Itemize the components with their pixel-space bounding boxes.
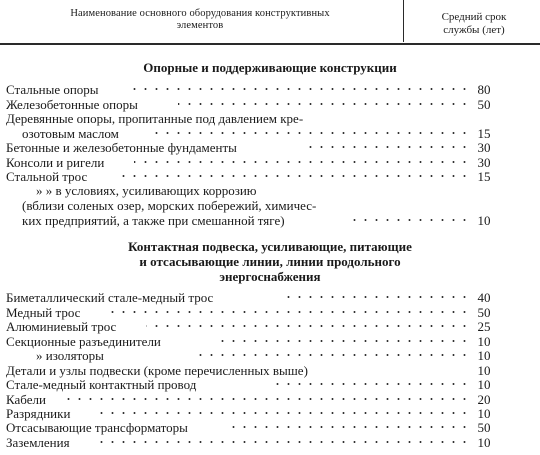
- dot-leader: [126, 88, 470, 90]
- table-row: [6, 111, 540, 141]
- table-row: [6, 140, 540, 155]
- row-value: 10: [477, 435, 491, 450]
- table-row: [6, 290, 540, 305]
- row-value: 30: [477, 140, 491, 155]
- table-row: [6, 169, 540, 184]
- header-divider: [403, 0, 404, 42]
- row-value: 10: [477, 406, 491, 421]
- table-row: [6, 155, 540, 170]
- row-label-line2: (вблизи соленых озер, морских побережий, химичес-: [22, 198, 317, 213]
- row-value: 50: [477, 305, 491, 320]
- row-label-line3: ких предприятий, а также при смешанной тяге): [22, 213, 285, 228]
- row-label: Кабели: [6, 392, 46, 407]
- row-value: 50: [477, 420, 491, 435]
- table-row: [6, 82, 540, 97]
- column-header-service-life: [408, 11, 540, 37]
- row-label: Стальной трос: [6, 169, 88, 184]
- row-label-line2: озотовым маслом: [22, 126, 119, 141]
- section-title-catenary: [0, 239, 540, 284]
- row-label: Секционные разъединители: [6, 334, 161, 349]
- dot-leader: [216, 340, 470, 342]
- row-value: 40: [477, 290, 491, 305]
- row-label: Железобетонные опоры: [6, 97, 138, 112]
- dot-leader: [191, 354, 470, 356]
- dot-leader: [94, 441, 470, 443]
- column-header-equipment-line1: Наименование основного оборудования конструктивных: [70, 8, 330, 19]
- dot-leader: [231, 426, 470, 428]
- dot-leader: [106, 311, 470, 313]
- row-label: » изоляторы: [36, 348, 104, 363]
- header-rule: [0, 43, 540, 45]
- table-row: [6, 392, 540, 407]
- table-row: [6, 334, 540, 349]
- row-label: Биметаллический сталe-медный трос: [6, 290, 214, 305]
- table-row: [6, 348, 540, 363]
- row-value: 10: [477, 377, 491, 392]
- row-label: Детали и узлы подвески (кроме перечисленных выше): [6, 363, 308, 378]
- row-value: 10: [477, 363, 491, 378]
- dot-leader: [304, 146, 470, 148]
- dot-leader: [146, 325, 470, 327]
- table-row: [6, 377, 540, 392]
- row-value: 10: [477, 348, 491, 363]
- table-row: [6, 435, 540, 450]
- row-label: Стале-медный контактный провод: [6, 377, 197, 392]
- row-label-line1: Деревянные опоры, пропитанные под давлением кре-: [6, 111, 304, 126]
- table-row: [6, 319, 540, 334]
- row-label: Заземления: [6, 435, 70, 450]
- dot-leader: [178, 103, 470, 105]
- row-label-line1: » » в условиях, усиливающих коррозию: [36, 183, 257, 198]
- row-label: Отсасывающие трансформаторы: [6, 420, 188, 435]
- row-value: 10: [477, 213, 491, 228]
- row-value: 25: [477, 319, 491, 334]
- dot-leader: [66, 398, 470, 400]
- table-row: [6, 420, 540, 435]
- column-header-equipment-line2: элементов: [176, 20, 224, 31]
- table-row: [6, 406, 540, 421]
- table-row: [6, 363, 540, 378]
- dot-leader: [151, 132, 470, 134]
- dot-leader: [134, 161, 470, 163]
- row-value: 30: [477, 155, 491, 170]
- dot-leader: [96, 412, 470, 414]
- section-title-line1: Контактная подвеска, усиливающие, питающие: [128, 239, 412, 254]
- section-title-supports: Опорные и поддерживающие конструкции: [143, 60, 397, 75]
- section-title-line2: и отсасывающие линии, линии продольного: [139, 254, 401, 269]
- row-value: 50: [477, 97, 491, 112]
- table-row: [6, 97, 540, 112]
- column-header-service-life-line2: службы (лет): [443, 24, 505, 36]
- row-value: 20: [477, 392, 491, 407]
- dot-leader: [268, 383, 470, 385]
- row-value: 80: [477, 82, 491, 97]
- row-value: 15: [477, 126, 491, 141]
- section-title-line3: энергоснабжения: [219, 269, 321, 284]
- row-value: 10: [477, 334, 491, 349]
- table-row: [6, 305, 540, 320]
- dot-leader: [281, 296, 470, 298]
- row-label: Стальные опоры: [6, 82, 99, 97]
- row-value: 15: [477, 169, 491, 184]
- row-label: Бетонные и железобетонные фундаменты: [6, 140, 237, 155]
- column-header-service-life-line1: Средний срок: [441, 11, 507, 23]
- row-label: Консоли и ригели: [6, 155, 105, 170]
- column-header-equipment: [0, 8, 400, 32]
- table-row: [6, 183, 540, 228]
- dot-leader: [116, 175, 470, 177]
- row-label: Алюминиевый трос: [6, 319, 117, 334]
- row-label: Разрядники: [6, 406, 71, 421]
- dot-leader: [346, 219, 470, 221]
- row-label: Медный трос: [6, 305, 81, 320]
